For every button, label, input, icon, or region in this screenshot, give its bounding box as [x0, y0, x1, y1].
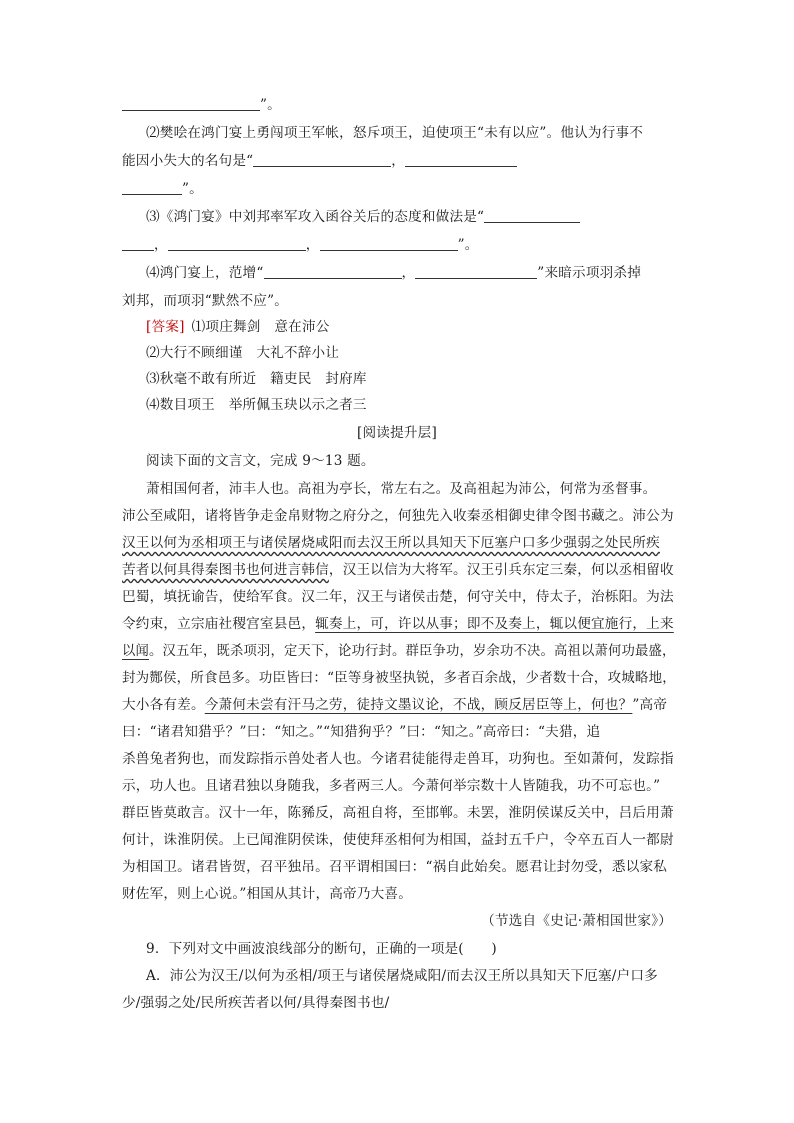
answer-line-3: ⑶秋毫不敢有所近 籍吏民 封府库 [146, 371, 367, 387]
question-4-line-1: ⑷鸿门宴上，范增“ ， ”来暗示项羽杀掉 [146, 265, 642, 281]
question-4-line-2: 刘邦，而项羽“默然不应”。 [122, 293, 289, 309]
passage-line: 示，功人也。且诸君独以身随我，多者两三人。今萧何举宗数十人皆随我，功不可忘也。” [122, 778, 661, 794]
passage-line: 曰：“诸君知猎乎？”曰：“知之。”“知猎狗乎？”曰：“知之。”高帝曰：“夫猎，追 [122, 724, 601, 740]
passage-line: 苦者以何具得秦图书也何进言韩信，汉王以信为大将军。汉王引兵东定三秦，何以丞相留收 [122, 562, 674, 578]
section-title: [阅读提升层] [357, 425, 437, 441]
option-a-line-1[interactable]: A．沛公为汉王/以何为丞相/项王与诸侯屠烧咸阳/而去汉王所以具知天下厄塞/户口多 [146, 968, 658, 984]
answer-blank[interactable] [122, 236, 154, 251]
answer-blank[interactable] [253, 152, 391, 167]
passage-line: 令约束，立宗庙社稷宫室县邑，辄奏上，可，许以从事；即不及奏上，辄以便宜施行，上来 [122, 616, 674, 632]
answer-blank[interactable] [405, 152, 517, 167]
question-3-line-2: ， ， ”。 [122, 232, 479, 258]
answer-line-1: [答案] ⑴项庄舞剑 意在沛公 [146, 319, 330, 335]
answer-blank[interactable] [264, 264, 402, 279]
passage-line: 为相国卫。诸君皆贺，召平独吊。召平谓相国曰：“祸自此始矣。愿君让封勿受，悉以家私 [122, 859, 668, 875]
question-9-stem: 9．下列对文中画波浪线部分的断句，正确的一项是( ) [146, 941, 497, 957]
passage-line: 财佐军，则上心说。”相国从其计，高帝乃大喜。 [122, 886, 413, 902]
q1-tail-line: ”。 [122, 92, 281, 118]
question-3-line-1: ⑶《鸿门宴》中刘邦率军攻入函谷关后的态度和做法是“ [146, 204, 580, 230]
answer-line-4: ⑷数目项王 举所佩玉玦以示之者三 [146, 397, 367, 413]
passage-line: 沛公至咸阳，诸将皆争走金帛财物之府分之，何独先入收秦丞相御史律令图书藏之。沛公为 [122, 508, 674, 524]
answer-blank[interactable] [122, 96, 260, 111]
passage-line: 群臣皆莫敢言。汉十一年，陈豨反，高祖自将，至邯郸。未罢，淮阴侯谋反关中，吕后用萧 [122, 805, 674, 821]
passage-line: 萧相国何者，沛丰人也。高祖为亭长，常左右之。及高祖起为沛公，何常为丞督事。 [146, 481, 657, 497]
answer-blank[interactable] [168, 236, 306, 251]
answer-line-2: ⑵大行不顾细谨 大礼不辞小让 [146, 345, 340, 361]
answer-blank[interactable] [415, 264, 537, 279]
question-2-line-2: 能因小失大的名句是“ ， [122, 148, 517, 174]
passage-line: 杀兽兔者狗也，而发踪指示兽处者人也。今诸君徒能得走兽耳，功狗也。至如萧何，发踪指 [122, 751, 674, 767]
option-a-line-2[interactable]: 少/强弱之处/民所疾苦者以何/具得秦图书也/ [122, 995, 390, 1011]
passage-line: 封为酂侯，所食邑多。功臣皆曰：“臣等身被坚执锐，多者百余战，少者数十合，攻城略地， [122, 670, 676, 686]
passage-line: 大小各有差。今萧何未尝有汗马之劳，徒持文墨议论，不战，顾反居臣等上，何也？”高帝 [122, 697, 668, 713]
answer-tag: [答案] [146, 319, 185, 335]
question-2-line-1: ⑵樊哙在鸿门宴上勇闯项王军帐，怒斥项王，迫使项王“未有以应”。他认为行事不 [146, 125, 644, 141]
passage-source: （节选自《史记·萧相国世家》） [481, 913, 672, 929]
passage-line: 何计，诛淮阴侯。上已闻淮阴侯诛，使使拜丞相何为相国，益封五千户，令卒五百人一都尉 [122, 832, 674, 848]
answer-blank[interactable] [320, 236, 458, 251]
reading-instruction: 阅读下面的文言文，完成 9～13 题。 [146, 453, 375, 469]
passage-line: 以闻。汉五年，既杀项羽，定天下，论功行封。群臣争功，岁余功不决。高祖以萧何功最盛， [122, 643, 676, 659]
answer-blank[interactable] [122, 180, 182, 195]
passage-line-wavy: 汉王以何为丞相项王与诸侯屠烧咸阳而去汉王所以具知天下厄塞户口多少强弱之处民所疾 [122, 535, 660, 551]
question-2-line-3: ”。 [122, 176, 203, 202]
answer-blank[interactable] [484, 208, 580, 223]
passage-line: 巴蜀，填抚谕告，使给军食。汉二年，汉王与诸侯击楚，何守关中，侍太子，治栎阳。为法 [122, 589, 674, 605]
